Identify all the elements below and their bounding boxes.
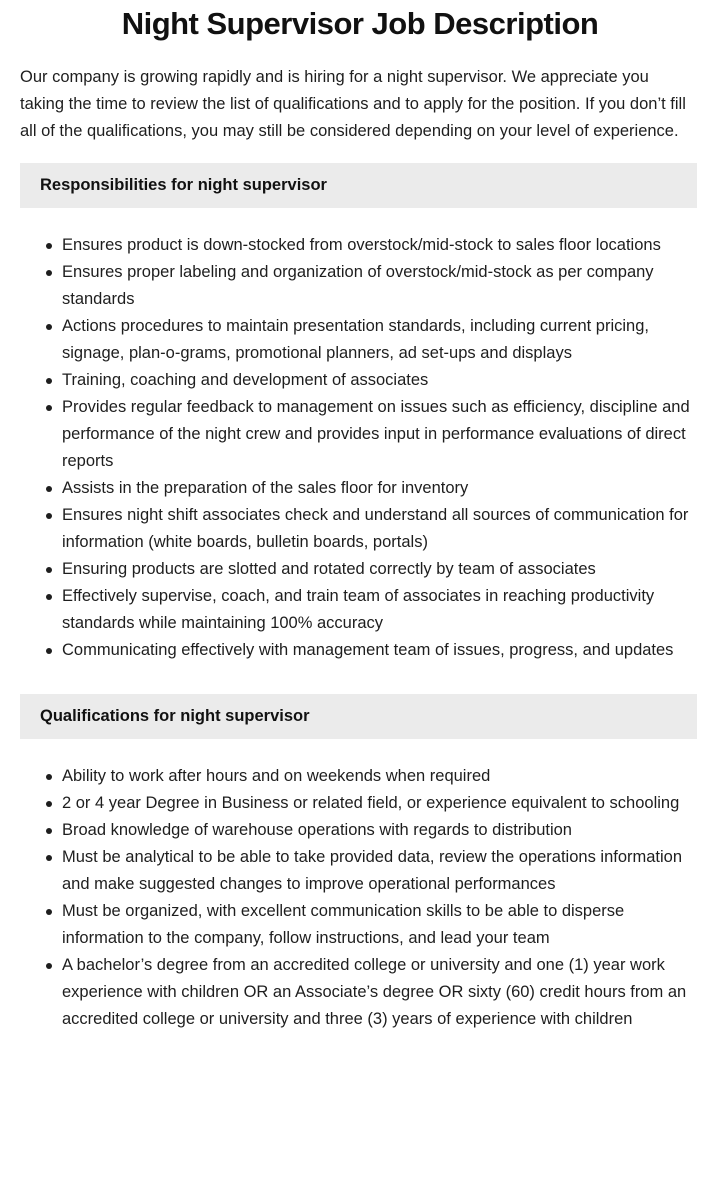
list-item: Broad knowledge of warehouse operations with regards to distribution — [62, 817, 694, 844]
list-item: Ability to work after hours and on weekends when required — [62, 763, 694, 790]
list-item: Must be organized, with excellent communication skills to be able to disperse information to the company, follow instructions, and lead your team — [62, 898, 694, 952]
page-title: Night Supervisor Job Description — [121, 6, 599, 41]
list-item: Must be analytical to be able to take provided data, review the operations information and make suggested changes to improve operational performances — [62, 844, 694, 898]
list-item: Training, coaching and development of associates — [62, 367, 694, 394]
list-item: Ensures night shift associates check and understand all sources of communication for information (white boards, bulletin boards, portals) — [62, 502, 694, 556]
list-item: Assists in the preparation of the sales floor for inventory — [62, 475, 694, 502]
intro-paragraph: Our company is growing rapidly and is hiring for a night supervisor. We appreciate you taking the time to review the list of qualifications and to apply for the position. If you don’t fill all of the qualifications, you may still be considered depending on your level of experience. — [20, 68, 686, 140]
list-item: Ensures proper labeling and organization of overstock/mid-stock as per company standards — [62, 259, 694, 313]
list-item: A bachelor’s degree from an accredited college or university and one (1) year work experience with children OR an Associate’s degree OR sixty (60) credit hours from an accredited college or university and three (3) years of experience with children — [62, 952, 694, 1033]
list-item: Communicating effectively with management team of issues, progress, and updates — [62, 637, 694, 664]
list-item: Ensures product is down-stocked from overstock/mid-stock to sales floor locations — [62, 232, 694, 259]
section-heading-responsibilities: Responsibilities for night supervisor — [20, 163, 697, 208]
list-item: Effectively supervise, coach, and train team of associates in reaching productivity standards while maintaining 100% accuracy — [62, 583, 694, 637]
list-item: Provides regular feedback to management on issues such as efficiency, discipline and performance of the night crew and provides input in performance evaluations of direct reports — [62, 394, 694, 475]
list-item: Ensuring products are slotted and rotated correctly by team of associates — [62, 556, 694, 583]
section-heading-qualifications: Qualifications for night supervisor — [20, 694, 697, 739]
list-item: 2 or 4 year Degree in Business or related field, or experience equivalent to schooling — [62, 790, 694, 817]
responsibilities-list — [0, 232, 694, 664]
list-item: Actions procedures to maintain presentation standards, including current pricing, signage, plan-o-grams, promotional planners, ad set-ups and displays — [62, 313, 694, 367]
qualifications-list — [0, 763, 694, 1033]
